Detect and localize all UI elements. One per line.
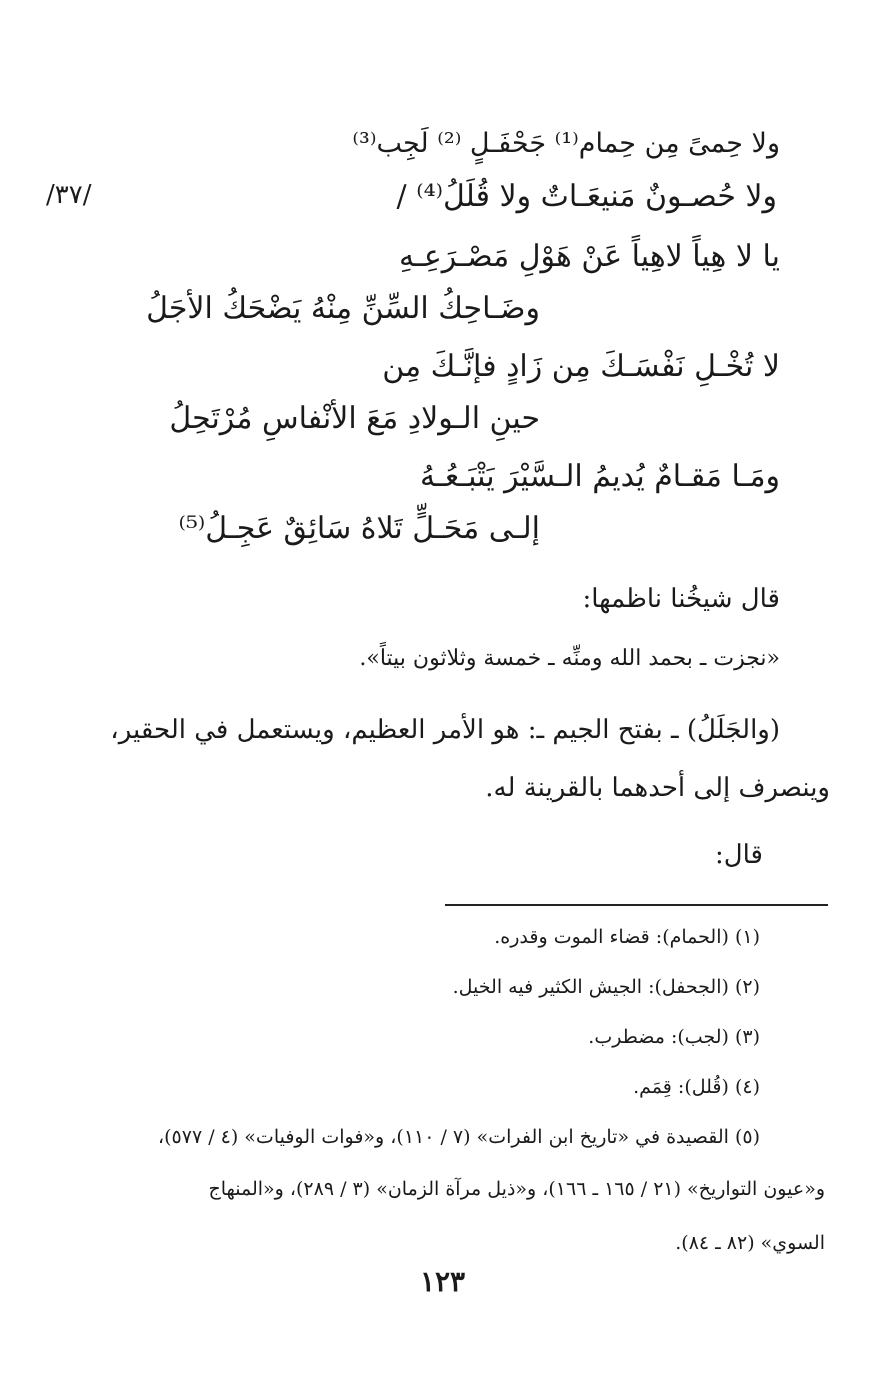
footnote-separator (445, 904, 828, 906)
said-line: قال: (714, 840, 763, 870)
verse-line-3: يا لا هِياً لاهِياً عَنْ هَوْلِ مَصْـرَعِـهِ (398, 239, 780, 274)
footnote-4: (٤) (قُلل): قِمَم. (633, 1076, 760, 1098)
verse-line-6: حينِ الـولادِ مَعَ الأنْفاسِ مُرْتَحِلُ (169, 401, 540, 436)
quote-line: «نجزت ـ بحمد الله ومنِّه ـ خمسة وثلاثون بيتاً». (359, 646, 780, 671)
verse-line-2: ولا حُصـونٌ مَنيعَـاتٌ ولا قُلَلُ⁽⁴⁾ / (396, 179, 777, 214)
verse-line-1: ولا حِمىً مِن حِمام⁽¹⁾ جَحْفَـلٍ ⁽²⁾ لَجِب⁽³⁾ (352, 128, 780, 159)
footnote-1: (١) (الحمام): قضاء الموت وقدره. (494, 926, 760, 948)
footnote-5-line-3: السوي» (٨٢ ـ ٨٤). (675, 1232, 825, 1254)
footnote-5-line-2: و«عيون التواريخ» (٢١ / ١٦٥ ـ ١٦٦)، و«ذيل مرآة الزمان» (٣ / ٢٨٩)، و«المنهاج (208, 1178, 825, 1200)
verse-line-5: لا تُخْـلِ نَفْسَـكَ مِن زَادٍ فإنَّـكَ مِن (382, 349, 780, 384)
verse-line-8: إلـى مَحَـلٍّ تَلاهُ سَائِقٌ عَجِـلُ⁽⁵⁾ (178, 511, 540, 546)
manuscript-folio-reference: /٣٧/ (46, 180, 92, 210)
footnote-5-line-1: (٥) القصيدة في «تاريخ ابن الفرات» (٧ / ١١٠)، و«فوات الوفيات» (٤ / ٥٧٧)، (157, 1126, 760, 1148)
verse-line-7: ومَـا مَقـامٌ يُديمُ الـسَّيْرَ يَتْبَـعُـهُ (419, 459, 780, 494)
verse-line-4: وضَـاحِكُ السِّنِّ مِنْهُ يَضْحَكُ الأجَلُ (146, 291, 540, 326)
definition-line-1: (والجَلَلُ) ـ بفتح الجيم ـ: هو الأمر العظيم، ويستعمل في الحقير، (110, 715, 780, 745)
said-intro: قال شيخُنا ناظمها: (582, 584, 780, 614)
footnote-2: (٢) (الجحفل): الجيش الكثير فيه الخيل. (452, 976, 760, 998)
footnote-3: (٣) (لجب): مضطرب. (588, 1026, 760, 1048)
definition-line-2: وينصرف إلى أحدهما بالقرينة له. (485, 773, 830, 803)
page-number: ١٢٣ (419, 1265, 466, 1298)
